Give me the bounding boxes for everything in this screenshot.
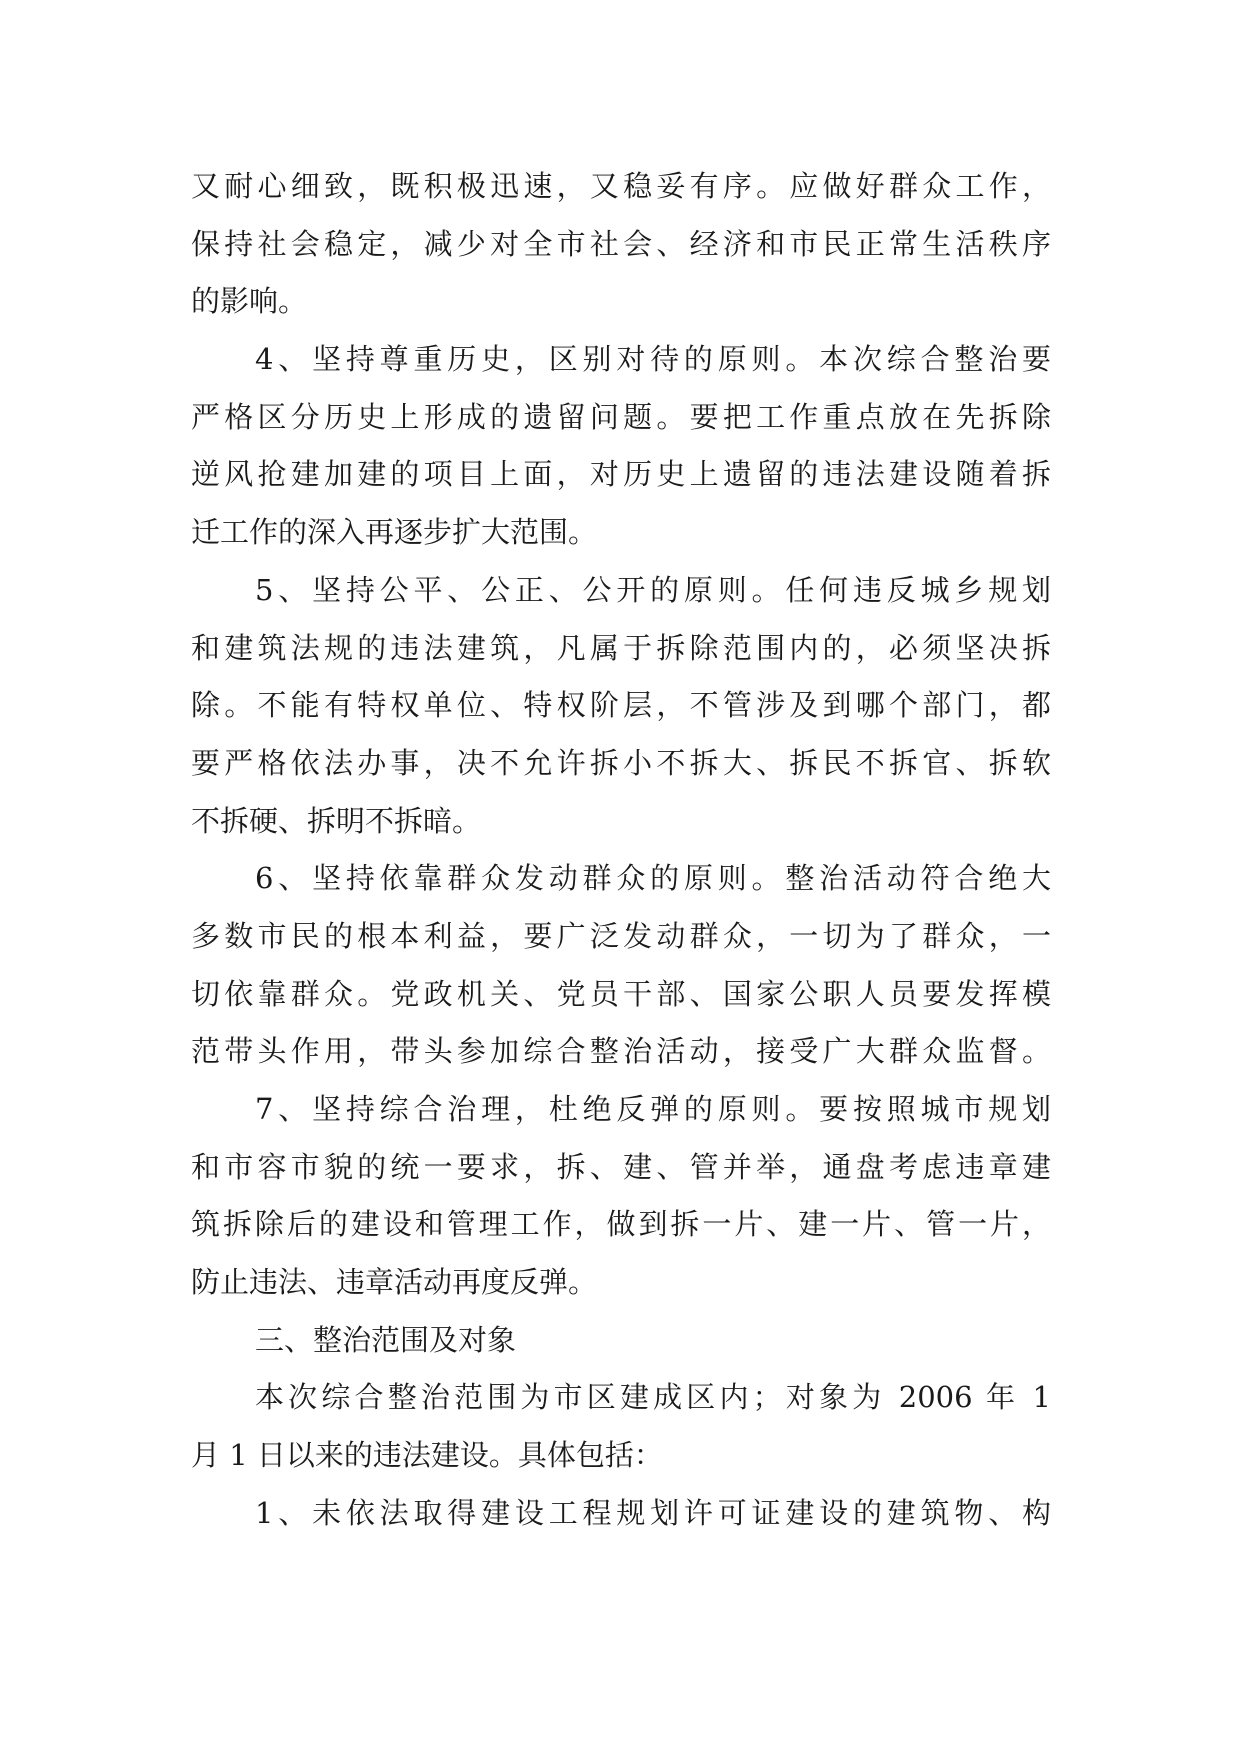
text-line: 严格区分历史上形成的遗留问题。要把工作重点放在先拆除 xyxy=(191,399,1051,434)
text-line: 4、坚持尊重历史，区别对待的原则。本次综合整治要 xyxy=(255,342,1051,377)
text-line: 月 1 日以来的违法建设。具体包括： xyxy=(191,1438,663,1473)
text-line: 保持社会稳定，减少对全市社会、经济和市民正常生活秩序 xyxy=(191,226,1051,261)
text-line: 防止违法、违章活动再度反弹。 xyxy=(191,1265,598,1300)
text-line: 不拆硬、拆明不拆暗。 xyxy=(191,803,482,838)
text-line: 除。不能有特权单位、特权阶层，不管涉及到哪个部门，都 xyxy=(191,688,1051,723)
text-line: 和建筑法规的违法建筑，凡属于拆除范围内的，必须坚决拆 xyxy=(191,630,1051,665)
text-line: 切依靠群众。党政机关、党员干部、国家公职人员要发挥模 xyxy=(191,976,1051,1011)
document-body xyxy=(191,158,1051,1543)
text-line: 逆风抢建加建的项目上面，对历史上遗留的违法建设随着拆 xyxy=(191,457,1051,492)
text-line: 筑拆除后的建设和管理工作，做到拆一片、建一片、管一片， xyxy=(191,1207,1051,1242)
text-line: 和市容市貌的统一要求，拆、建、管并举，通盘考虑违章建 xyxy=(191,1149,1051,1184)
text-line: 1、未依法取得建设工程规划许可证建设的建筑物、构 xyxy=(255,1495,1051,1530)
text-line: 三、整治范围及对象 xyxy=(255,1322,517,1357)
text-line: 范带头作用，带头参加综合整治活动，接受广大群众监督。 xyxy=(191,1034,1051,1069)
text-line: 又耐心细致，既积极迅速，又稳妥有序。应做好群众工作， xyxy=(191,169,1051,203)
text-line: 的影响。 xyxy=(191,284,308,319)
text-line: 迁工作的深入再逐步扩大范围。 xyxy=(191,515,598,550)
text-line: 5、坚持公平、公正、公开的原则。任何违反城乡规划 xyxy=(255,572,1051,607)
text-line: 7、坚持综合治理，杜绝反弹的原则。要按照城市规划 xyxy=(255,1092,1051,1126)
text-line: 6、坚持依靠群众发动群众的原则。整治活动符合绝大 xyxy=(255,861,1051,896)
text-line: 本次综合整治范围为市区建成区内；对象为 2006 年 1 xyxy=(255,1380,1051,1415)
text-line: 多数市民的根本利益，要广泛发动群众，一切为了群众，一 xyxy=(191,918,1051,953)
text-line: 要严格依法办事，决不允许拆小不拆大、拆民不拆官、拆软 xyxy=(191,745,1051,780)
